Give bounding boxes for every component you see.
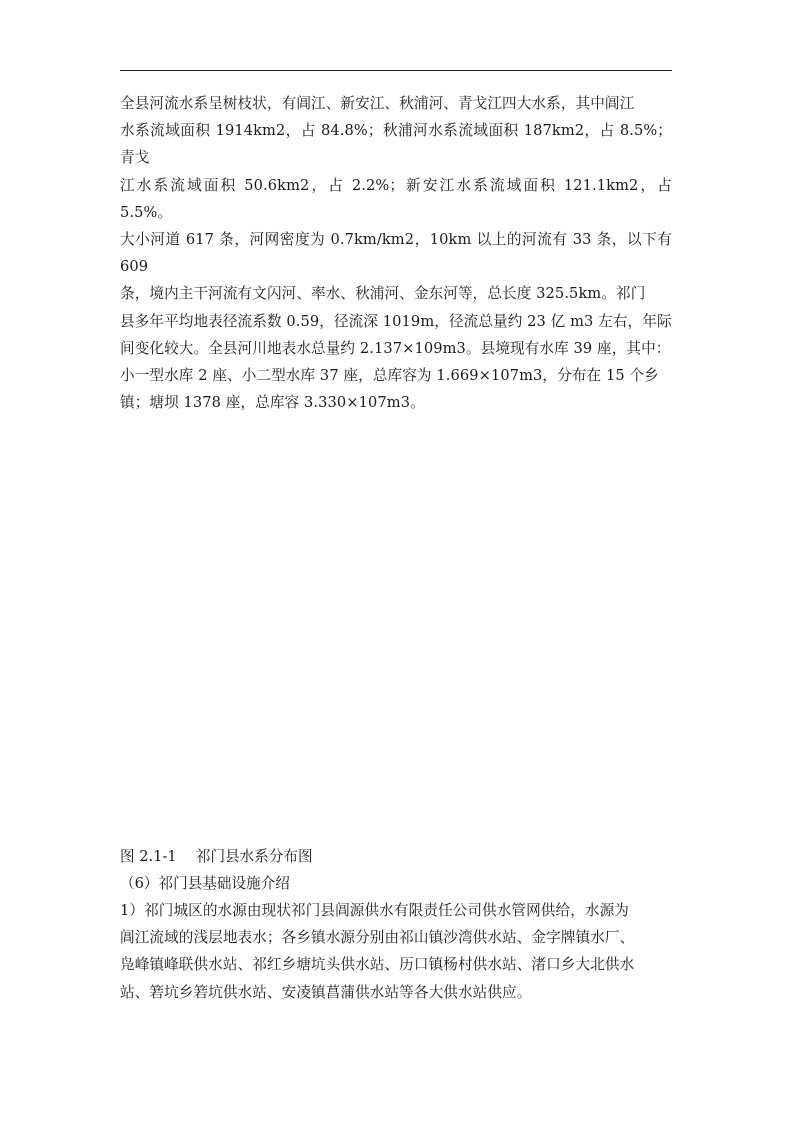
section-heading: （6）祁门县基础设施介绍 (120, 875, 290, 892)
text-line: 全县河流水系呈树枝状，有阊江、新安江、秋浦河、青戈江四大水系，其中阊江 (120, 95, 635, 112)
header-rule (120, 70, 672, 71)
text-line: 大小河道 617 条，河网密度为 0.7km/km2，10km 以上的河流有 33 条，以下有 609 (120, 231, 672, 276)
text-line: 江水系流域面积 50.6km2，占 2.2%；新安江水系流域面积 121.1km2，占 5.5%。 (120, 176, 672, 221)
text-line: 县多年平均地表径流系数 0.59，径流深 1019m，径流总量约 23 亿 m3 左右，年际 (120, 312, 672, 330)
body-paragraph-river-system (120, 90, 672, 416)
text-line: 镇；塘坝 1378 座，总库容 3.330×107m3。 (120, 394, 425, 412)
text-line: 间变化较大。全县河川地表水总量约 2.137×109m3。县境现有水库 39 座，其中： (120, 339, 671, 357)
figure-placeholder (120, 380, 672, 830)
body-paragraph-water-supply (120, 897, 672, 1006)
text-line: 阊江流域的浅层地表水；各乡镇水源分别由祁山镇沙湾供水站、金字牌镇水厂、 (120, 929, 635, 947)
text-line: 水系流域面积 1914km2，占 84.8%；秋浦河水系流域面积 187km2，占 8.5%；青戈 (120, 122, 672, 167)
text-line: 小一型水库 2 座、小二型水库 37 座，总库容为 1.669×107m3，分布在 15 个乡 (120, 367, 659, 385)
figure-caption: 图 2.1-1 祁门县水系分布图 (120, 848, 313, 865)
text-line: 条，境内主干河流有文闪河、率水、秋浦河、金东河等，总长度 325.5km。祁门 (120, 285, 646, 303)
text-line: 1）祁门城区的水源由现状祁门县阊源供水有限责任公司供水管网供给，水源为 (120, 902, 629, 919)
text-line: 凫峰镇峰联供水站、祁红乡塘坑头供水站、历口镇杨村供水站、渚口乡大北供水 (120, 956, 635, 974)
text-line: 站、箬坑乡箬坑供水站、安凌镇菖蒲供水站等各大供水站供应。 (120, 983, 532, 1001)
